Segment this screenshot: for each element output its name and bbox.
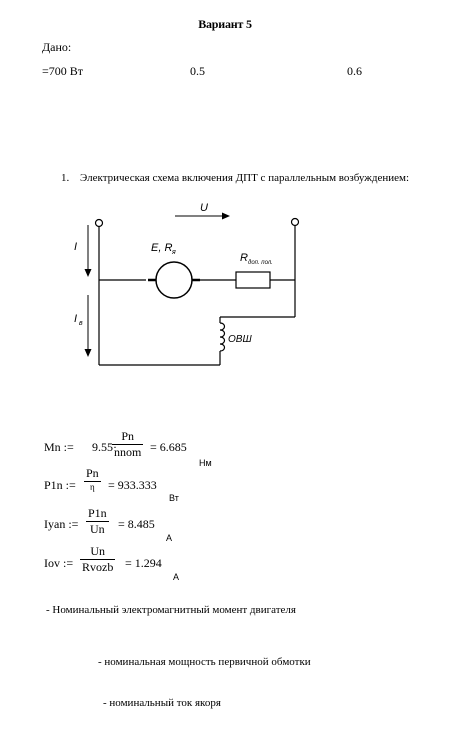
note-current: - номинальный ток якоря xyxy=(103,697,221,709)
note-power: - номинальная мощность первичной обмотки xyxy=(98,656,311,668)
formula-iyan-lhs: Iyan := xyxy=(44,517,79,531)
formula-p1n-num: Pn xyxy=(86,466,99,480)
formula-mn-coef: 9.55· xyxy=(92,440,117,454)
formula-p1n-result: = 933.333 xyxy=(108,478,157,492)
formula-mn-unit: Нм xyxy=(199,458,212,468)
formula-p1n-fraction xyxy=(84,466,101,492)
given-value-3: 0.6 xyxy=(347,64,362,78)
given-value-2: 0.5 xyxy=(190,64,205,78)
current-label: I xyxy=(74,241,78,253)
resistor-label: R xyxy=(240,252,248,264)
given-value-power: =700 Вт xyxy=(42,64,84,78)
formula-mn-result: = 6.685 xyxy=(150,440,187,454)
formula-iov-num: Un xyxy=(90,544,105,558)
given-label: Дано: xyxy=(42,40,72,54)
formula-iov-lhs: Iov := xyxy=(44,556,74,570)
formula-p1n-lhs: P1n := xyxy=(44,478,76,492)
formula-mn-fraction xyxy=(112,429,143,460)
formula-mn-den: nnom xyxy=(114,445,142,459)
formula-mn-num: Pn xyxy=(121,429,135,443)
armature-label: E, R xyxy=(151,242,173,254)
field-winding xyxy=(220,323,225,351)
motor-armature xyxy=(156,262,192,298)
page-title: Вариант 5 xyxy=(198,17,252,31)
formula-iyan-num: P1n xyxy=(88,506,107,520)
right-terminal xyxy=(292,219,299,226)
voltage-label: U xyxy=(200,202,208,214)
formula-iov-den: Rvozb xyxy=(82,560,114,574)
formula-iov-fraction xyxy=(80,544,115,575)
field-current-sub: в xyxy=(79,320,83,327)
formula-iyan-den: Un xyxy=(86,521,109,537)
formula-p1n-unit: Вт xyxy=(169,493,179,503)
dc-motor-schematic xyxy=(60,195,360,387)
section-number: 1. xyxy=(61,172,70,184)
formula-mn-lhs: Mn := xyxy=(44,440,74,454)
note-torque: - Номинальный электромагнитный момент двигателя xyxy=(46,604,296,616)
left-terminal xyxy=(96,220,103,227)
formula-iov-result: = 1.294 xyxy=(125,556,162,570)
formula-p1n-den: η xyxy=(84,481,101,492)
formula-iyan-unit: А xyxy=(166,533,173,543)
resistor xyxy=(236,272,270,288)
field-current-label: I xyxy=(74,313,78,325)
formula-iyan-fraction xyxy=(86,506,109,537)
armature-sub: я xyxy=(172,249,176,256)
formula-iov-unit: А xyxy=(173,572,180,582)
field-winding-label: ОВШ xyxy=(228,334,252,345)
resistor-sub: доп. пол. xyxy=(248,260,273,266)
formula-iyan-result: = 8.485 xyxy=(118,517,155,531)
section-heading: Электрическая схема включения ДПТ с параллельным возбуждением: xyxy=(80,172,410,184)
